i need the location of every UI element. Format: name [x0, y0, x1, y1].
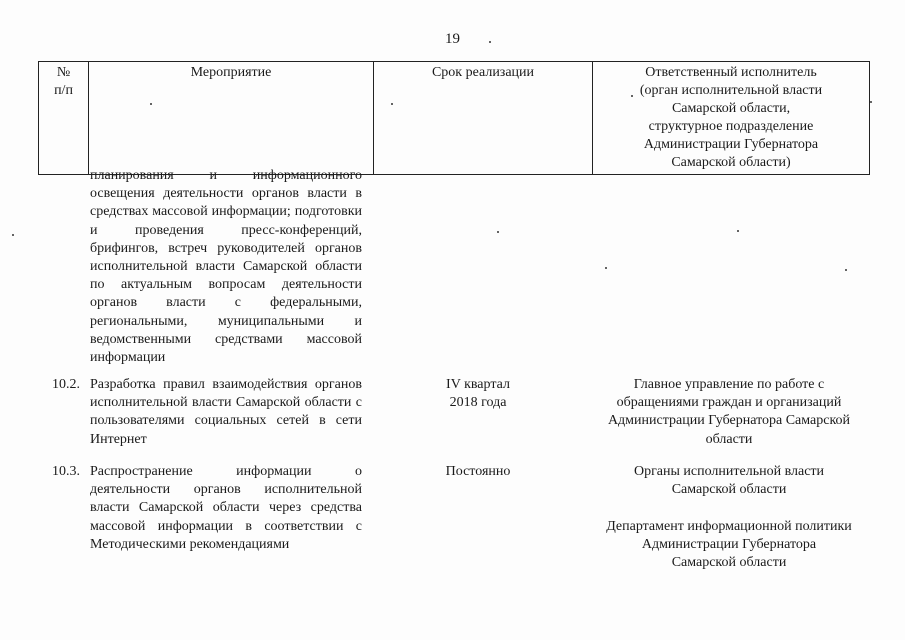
row-number: 10.2.: [52, 377, 80, 392]
row-event: Разработка правил взаимодействия органов исполнительной власти Самарской области с пользователями социальных сетей в сети Интернет: [90, 377, 362, 447]
scan-speck: [870, 101, 872, 103]
row-event: Распространение информации о деятельности органов исполнительной власти Самарской области через средства массовой информации в соответствии с Методическими рекомендациями: [90, 464, 362, 552]
header-responsible: Ответственный исполнитель (орган исполнительной власти Самарской области, структурное подразделение Администрации Губернатора Самарской области): [593, 62, 870, 175]
scan-speck: [631, 95, 633, 97]
scan-speck: [391, 103, 393, 105]
row-term: IV квартал 2018 года: [446, 377, 510, 411]
row-number: 10.3.: [52, 464, 80, 479]
row-responsible: Органы исполнительной власти Самарской области: [633, 464, 825, 498]
scan-speck: [737, 230, 739, 232]
table-header: [38, 61, 870, 175]
scan-speck: [12, 234, 14, 236]
row-responsible-secondary: Департамент информационной политики Администрации Губернатора Самарской области: [606, 519, 852, 571]
header-event: Мероприятие: [89, 62, 374, 175]
scan-speck: [497, 231, 499, 233]
scan-speck: [150, 103, 152, 105]
continuation-text: планирования и информационного освещения деятельности органов власти в средствах массовой информации; подготовки и проведения пресс-конференций, брифингов, встреч руководителей органов исполнительной власти Самарской области по актуальным вопросам деятельности органов власти с федеральными, региональными, муниципальными и ведомственными средствами массовой информации: [90, 168, 362, 366]
scan-speck: [845, 269, 847, 271]
row-term: Постоянно: [445, 464, 511, 479]
header-number: № п/п: [39, 62, 89, 175]
scan-speck: [489, 41, 491, 43]
scan-speck: [605, 267, 607, 269]
header-term: Срок реализации: [374, 62, 593, 175]
page-number: 19: [445, 31, 460, 47]
row-responsible: Главное управление по работе с обращениями граждан и организаций Администрации Губернатора Самарской области: [607, 377, 851, 447]
